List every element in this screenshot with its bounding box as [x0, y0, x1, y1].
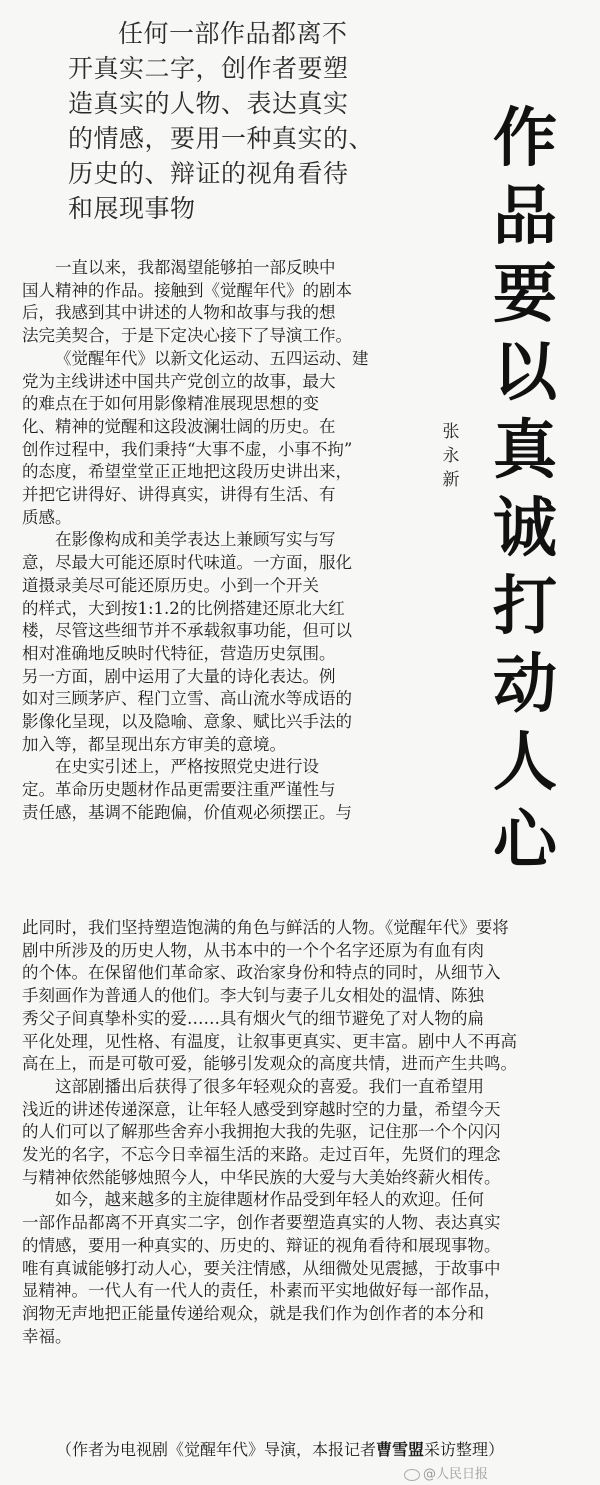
- text-line: 党为主线讲述中国共产党创立的故事，最大: [22, 371, 336, 391]
- article-body-wide: [22, 917, 582, 1348]
- text-line: 的样式，大到按1:1.2的比例搭建还原北大红: [22, 598, 345, 618]
- pull-quote-line: 造真实的人物、表达真实: [68, 89, 349, 118]
- pull-quote-line: 的情感，要用一种真实的、: [68, 124, 375, 153]
- text-line: 在史实引述上，严格按照党史进行设: [55, 757, 319, 777]
- headline-char: 以: [493, 336, 557, 410]
- article-body-narrow: [22, 257, 414, 825]
- headline-char: 真: [493, 414, 557, 488]
- headline-char: 打: [493, 570, 557, 644]
- text-line: 影像化呈现，以及隐喻、意象、赋比兴手法的: [22, 712, 352, 732]
- text-line: 《觉醒年代》以新文化运动、五四运动、建: [55, 348, 369, 368]
- text-line: 幸福。: [22, 1326, 72, 1346]
- text-line: 责任感，基调不能跑偏，价值观必须摆正。与: [22, 802, 352, 822]
- text-line: 手刻画作为普通人的他们。李大钊与妻子儿女相处的温情、陈独: [22, 986, 484, 1006]
- text-line: 如对三顾茅庐、程门立雪、高山流水等成语的: [22, 689, 352, 709]
- text-line: 法完美契合，于是下定决心接下了导演工作。: [22, 326, 352, 346]
- text-line: 唯有真诚能够打动人心，要关注情感，从细微处见震撼，于故事中: [22, 1258, 501, 1278]
- text-line: 后，我感到其中讲述的人物和故事与我的想: [22, 303, 336, 323]
- text-line: 道摄录美尽可能还原历史。小到一个开关: [22, 575, 319, 595]
- byline-char: 张: [442, 422, 460, 442]
- weibo-icon: [404, 1469, 420, 1481]
- text-line: 在影像构成和美学表达上兼顾写实与写: [55, 530, 336, 550]
- text-line: 浅近的讲述传递深意，让年轻人感受到穿越时空的力量，希望今天: [22, 1099, 501, 1119]
- text-line: 一直以来，我都渴望能够拍一部反映中: [55, 258, 336, 277]
- text-line: 意，尽最大可能还原时代味道。一方面，服化: [22, 553, 352, 573]
- text-line: 发光的名字，不忘今日幸福生活的来路。走过百年，先贤们的理念: [22, 1145, 501, 1165]
- reporter-name: 曹雪盟: [376, 1440, 425, 1459]
- text-line: 楼，尽管这些细节并不承载叙事功能，但可以: [22, 621, 352, 641]
- author-byline: [436, 420, 466, 492]
- text-line: 创作过程中，我们秉持“大事不虚，小事不拘”: [22, 439, 353, 459]
- text-line: 并把它讲得好、讲得真实，讲得有生活、有: [22, 485, 336, 505]
- text-line: 秀父子间真挚朴实的爱……具有烟火气的细节避免了对人物的扁: [22, 1008, 484, 1028]
- text-line: 的态度，希望堂堂正正地把这段历史讲出来，: [22, 462, 352, 482]
- credit-part1: （作者为电视剧《觉醒年代》导演，: [56, 1440, 313, 1459]
- text-line: 平化处理，见性格、有温度，让叙事更真实、更丰富。剧中人不再高: [22, 1031, 517, 1051]
- text-line: 的情感，要用一种真实的、历史的、辩证的视角看待和展现事物。: [22, 1235, 501, 1255]
- headline-char: 要: [493, 258, 557, 332]
- pull-quote-line: 任何一部作品都离不: [118, 19, 348, 48]
- text-line: 加入等，都呈现出东方审美的意境。: [22, 734, 286, 754]
- headline: [470, 100, 580, 880]
- text-line: 定。革命历史题材作品更需要注重严谨性与: [22, 780, 336, 800]
- text-line: 显精神。一代人有一代人的责任，朴素而平实地做好每一部作品，: [22, 1281, 501, 1301]
- text-line: 剧中所涉及的历史人物，从书本中的一个个名字还原为有血有肉: [22, 940, 484, 960]
- text-line: 的个体。在保留他们革命家、政治家身份和特点的同时，从细节入: [22, 963, 501, 983]
- text-line: 质感。: [22, 507, 72, 527]
- headline-char: 动: [493, 648, 557, 722]
- text-line: 高在上，而是可敬可爱，能够引发观众的高度共情，进而产生共鸣。: [22, 1054, 517, 1074]
- headline-char: 人: [493, 726, 557, 800]
- text-line: 如今，越来越多的主旋律题材作品受到年轻人的欢迎。任何: [55, 1190, 484, 1210]
- text-line: 的难点在于如何用影像精准展现思想的变: [22, 394, 319, 414]
- credit-part2: 本报记者: [312, 1440, 377, 1459]
- headline-char: 心: [493, 804, 557, 878]
- text-line: 润物无声地把正能量传递给观众，就是我们作为创作者的本分和: [22, 1303, 484, 1323]
- headline-char: 品: [493, 180, 557, 254]
- byline-char: 永: [442, 446, 460, 466]
- pull-quote-line: 和展现事物: [68, 194, 196, 223]
- headline-char: 作: [493, 102, 557, 176]
- text-line: 此同时，我们坚持塑造饱满的角色与鲜活的人物。《觉醒年代》要将: [22, 918, 509, 937]
- pull-quote-line: 开真实二字，创作者要塑: [68, 54, 349, 83]
- text-line: 另一方面，剧中运用了大量的诗化表达。例: [22, 666, 336, 686]
- text-line: 与精神依然能够烛照今人，中华民族的大爱与大美始终薪火相传。: [22, 1167, 501, 1187]
- text-line: 的人们可以了解那些舍弃小我拥抱大我的先驱，记住那一个个闪闪: [22, 1122, 501, 1142]
- text-line: 化、精神的觉醒和这段波澜壮阔的历史。在: [22, 416, 336, 436]
- text-line: 相对准确地反映时代特征，营造历史氛围。: [22, 643, 336, 663]
- text-line: 这部剧播出后获得了很多年轻观众的喜爱。我们一直希望用: [55, 1076, 484, 1096]
- byline-char: 新: [442, 470, 460, 490]
- headline-char: 诚: [493, 492, 557, 566]
- credit-part3: 采访整理）: [424, 1440, 505, 1459]
- author-credit: [56, 1437, 576, 1460]
- pull-quote-line: 历史的、辩证的视角看待: [68, 159, 349, 188]
- text-line: 一部作品都离不开真实二字，创作者要塑造真实的人物、表达真实: [22, 1213, 501, 1233]
- watermark-text: @人民日报: [422, 1467, 488, 1482]
- text-line: 国人精神的作品。接触到《觉醒年代》的剧本: [22, 280, 352, 300]
- watermark: [404, 1463, 488, 1482]
- pull-quote: [68, 16, 378, 226]
